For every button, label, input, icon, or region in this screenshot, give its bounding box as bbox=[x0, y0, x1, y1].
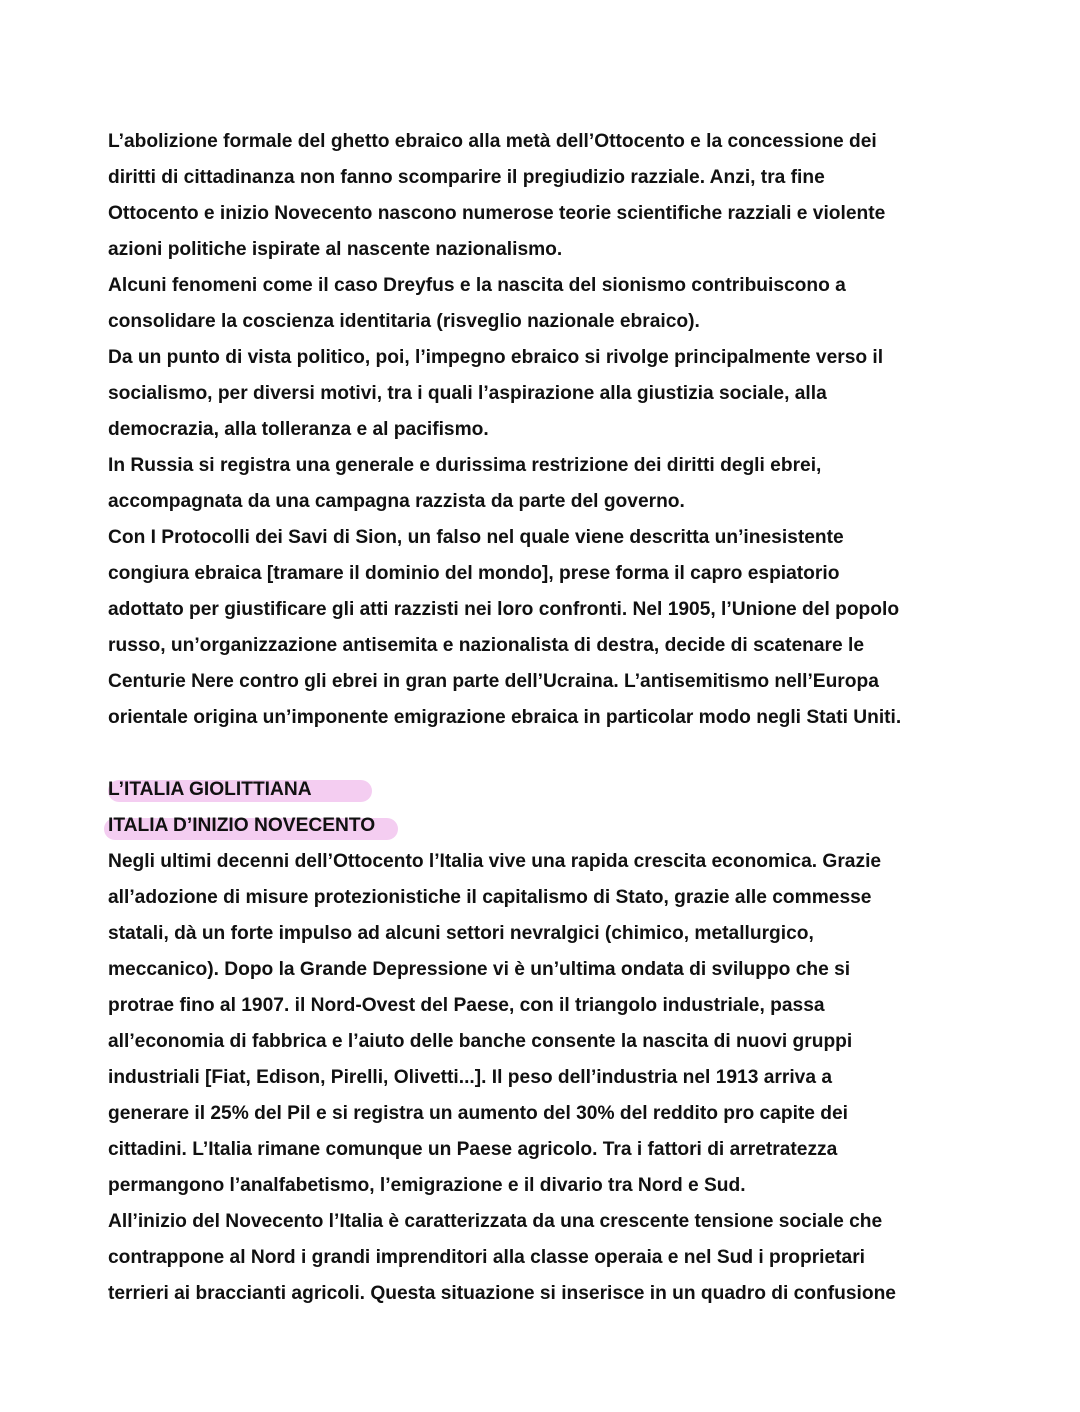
text-line: protrae fino al 1907. il Nord-Ovest del Paese, con il triangolo industriale, passa bbox=[108, 995, 825, 1016]
text-line: Con I Protocolli dei Savi di Sion, un falso nel quale viene descritta un’inesistente bbox=[108, 527, 844, 548]
text-line: cittadini. L’Italia rimane comunque un Paese agricolo. Tra i fattori di arretratezza bbox=[108, 1139, 838, 1160]
text-line: all’economia di fabbrica e l’aiuto delle banche consente la nascita di nuovi gruppi bbox=[108, 1031, 853, 1052]
text-line: congiura ebraica [tramare il dominio del mondo], prese forma il capro espiatorio bbox=[108, 563, 840, 584]
text-line: L’abolizione formale del ghetto ebraico alla metà dell’Ottocento e la concessione dei bbox=[108, 131, 877, 152]
heading-text: L’ITALIA GIOLITTIANA bbox=[108, 779, 312, 800]
text-line: terrieri ai braccianti agricoli. Questa situazione si inserisce in un quadro di confusione bbox=[108, 1283, 896, 1304]
text-line: russo, un’organizzazione antisemita e nazionalista di destra, decide di scatenare le bbox=[108, 635, 865, 656]
text-line: Alcuni fenomeni come il caso Dreyfus e la nascita del sionismo contribuiscono a bbox=[108, 275, 846, 296]
heading-text: ITALIA D’INIZIO NOVECENTO bbox=[108, 815, 376, 836]
section-heading-italia-inizio-novecento bbox=[108, 808, 988, 844]
text-line: Da un punto di vista politico, poi, l’impegno ebraico si rivolge principalmente verso il bbox=[108, 347, 884, 368]
text-line: statali, dà un forte impulso ad alcuni settori nevralgici (chimico, metallurgico, bbox=[108, 923, 814, 944]
text-line: In Russia si registra una generale e durissima restrizione dei diritti degli ebrei, bbox=[108, 455, 822, 476]
text-line: Centurie Nere contro gli ebrei in gran parte dell’Ucraina. L’antisemitismo nell’Europa bbox=[108, 671, 879, 692]
text-line: All’inizio del Novecento l’Italia è caratterizzata da una crescente tensione sociale che bbox=[108, 1211, 883, 1232]
text-line: azioni politiche ispirate al nascente nazionalismo. bbox=[108, 239, 563, 260]
text-line: Negli ultimi decenni dell’Ottocento l’Italia vive una rapida crescita economica. Grazie bbox=[108, 851, 882, 872]
text-line: all’adozione di misure protezionistiche il capitalismo di Stato, grazie alle commesse bbox=[108, 887, 872, 908]
text-line: generare il 25% del Pil e si registra un aumento del 30% del reddito pro capite dei bbox=[108, 1103, 849, 1124]
text-line: industriali [Fiat, Edison, Pirelli, Olivetti...]. Il peso dell’industria nel 1913 arriva a bbox=[108, 1067, 833, 1088]
paragraph-gap bbox=[108, 736, 988, 772]
text-line: diritti di cittadinanza non fanno scomparire il pregiudizio razziale. Anzi, tra fine bbox=[108, 167, 825, 188]
text-line: permangono l’analfabetismo, l’emigrazione e il divario tra Nord e Sud. bbox=[108, 1175, 746, 1196]
text-line: Ottocento e inizio Novecento nascono numerose teorie scientifiche razziali e violente bbox=[108, 203, 886, 224]
text-line: socialismo, per diversi motivi, tra i quali l’aspirazione alla giustizia sociale, alla bbox=[108, 383, 827, 404]
text-line: adottato per giustificare gli atti razzisti nei loro confronti. Nel 1905, l’Unione del popolo bbox=[108, 599, 900, 620]
text-line: meccanico). Dopo la Grande Depressione vi è un’ultima ondata di sviluppo che si bbox=[108, 959, 851, 980]
section-heading-italia-giolittiana bbox=[108, 772, 988, 808]
section-italia-text bbox=[108, 844, 988, 1312]
text-line: democrazia, alla tolleranza e al pacifismo. bbox=[108, 419, 489, 440]
text-line: orientale origina un’imponente emigrazione ebraica in particolar modo negli Stati Uniti. bbox=[108, 707, 902, 728]
section-antisemitism-text bbox=[108, 124, 988, 736]
text-line: consolidare la coscienza identitaria (risveglio nazionale ebraico). bbox=[108, 311, 700, 332]
text-line: accompagnata da una campagna razzista da parte del governo. bbox=[108, 491, 685, 512]
text-line: contrappone al Nord i grandi imprenditori alla classe operaia e nel Sud i proprietari bbox=[108, 1247, 866, 1268]
document-body bbox=[108, 124, 988, 1312]
